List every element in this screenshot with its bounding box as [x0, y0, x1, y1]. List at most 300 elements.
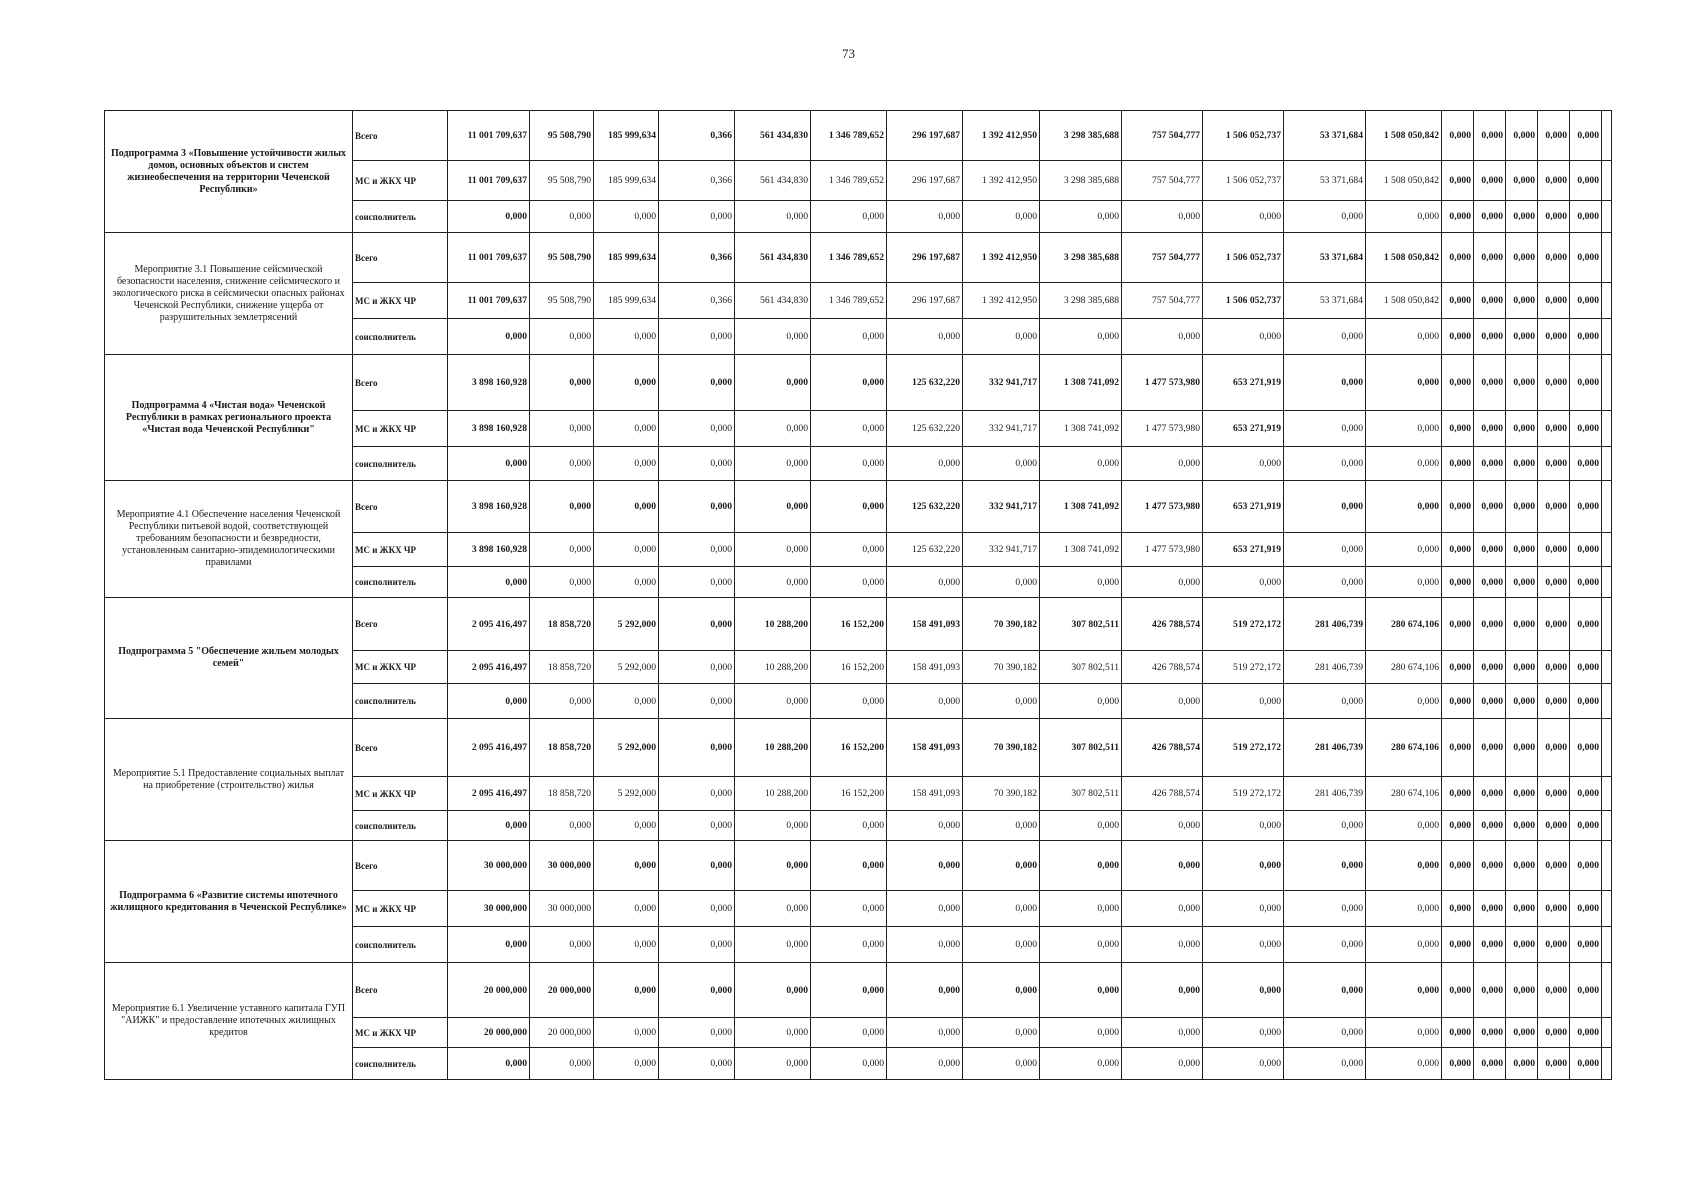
year-value-cell: 0,000	[1122, 963, 1203, 1018]
year-value-cell: 0,000	[1538, 201, 1570, 233]
year-value-cell: 757 504,777	[1122, 161, 1203, 201]
year-value-cell: 0,000	[1538, 319, 1570, 355]
year-value-cell: 0,000	[1284, 927, 1366, 963]
program-name-cell: Мероприятие 3.1 Повышение сейсмической безопасности населения, снижение сейсмического и экологического риска в сейсмически опасных районах Чеченской Республики, снижение ущерба от разрушительных землетрясений	[105, 233, 353, 355]
year-value-cell: 95 508,790	[530, 161, 594, 201]
year-value-cell: 0,000	[594, 481, 659, 533]
year-value-cell: 53 371,684	[1284, 111, 1366, 161]
year-value-cell: 426 788,574	[1122, 719, 1203, 777]
year-value-cell: 0,000	[1538, 355, 1570, 411]
executor-type-cell: соисполнитель	[353, 684, 448, 719]
year-value-cell: 0,000	[1570, 651, 1602, 684]
year-value-cell: 0,000	[887, 447, 963, 481]
year-value-cell: 1 346 789,652	[811, 161, 887, 201]
year-value-cell: 0,000	[1366, 567, 1442, 598]
year-value-cell: 5 292,000	[594, 777, 659, 811]
table-body	[105, 111, 1612, 1080]
year-value-cell: 0,000	[1506, 719, 1538, 777]
table-row	[105, 111, 1612, 161]
year-value-cell: 0,000	[1474, 319, 1506, 355]
year-value-cell: 125 632,220	[887, 533, 963, 567]
table-row	[105, 355, 1612, 411]
year-value-cell: 1 506 052,737	[1203, 161, 1284, 201]
year-value-cell: 0,000	[1203, 841, 1284, 891]
year-value-cell: 0,000	[1442, 811, 1474, 841]
program-name-cell: Подпрограмма 4 «Чистая вода» Чеченской Республики в рамках регионального проекта «Чистая вода Чеченской Республики"	[105, 355, 353, 481]
year-value-cell: 185 999,634	[594, 283, 659, 319]
year-value-cell: 0,000	[1203, 891, 1284, 927]
year-value-cell: 0,000	[1474, 233, 1506, 283]
year-value-cell: 1 346 789,652	[811, 283, 887, 319]
page-number: 73	[842, 46, 855, 61]
year-value-cell: 0,000	[594, 841, 659, 891]
year-value-cell: 0,000	[963, 841, 1040, 891]
total-cell: 3 898 160,928	[448, 355, 530, 411]
year-value-cell: 0,000	[1538, 411, 1570, 447]
year-value-cell: 0,000	[735, 411, 811, 447]
year-value-cell: 0,000	[594, 567, 659, 598]
year-value-cell: 0,000	[887, 891, 963, 927]
year-value-cell: 0,000	[1474, 719, 1506, 777]
year-value-cell: 0,000	[1570, 201, 1602, 233]
total-cell: 3 898 160,928	[448, 533, 530, 567]
year-value-cell: 0,000	[1506, 233, 1538, 283]
year-value-cell: 0,000	[1442, 233, 1474, 283]
year-value-cell: 5 292,000	[594, 719, 659, 777]
year-value-cell: 0,000	[1506, 481, 1538, 533]
year-value-cell: 0,000	[811, 891, 887, 927]
total-cell: 2 095 416,497	[448, 651, 530, 684]
year-value-cell: 0,000	[1570, 111, 1602, 161]
executor-type-cell: соисполнитель	[353, 201, 448, 233]
year-value-cell: 0,000	[659, 481, 735, 533]
year-value-cell: 0,000	[1570, 719, 1602, 777]
year-value-cell: 0,000	[1203, 447, 1284, 481]
year-value-cell: 332 941,717	[963, 481, 1040, 533]
year-value-cell: 0,000	[1040, 1048, 1122, 1080]
year-value-cell: 0,000	[1506, 111, 1538, 161]
year-value-cell: 0,000	[1442, 777, 1474, 811]
table-edge-cell	[1602, 891, 1612, 927]
year-value-cell: 0,000	[1203, 963, 1284, 1018]
year-value-cell: 0,000	[963, 891, 1040, 927]
year-value-cell: 0,000	[1474, 598, 1506, 651]
year-value-cell: 332 941,717	[963, 411, 1040, 447]
year-value-cell: 0,000	[1284, 447, 1366, 481]
year-value-cell: 0,000	[1538, 481, 1570, 533]
year-value-cell: 0,000	[1122, 567, 1203, 598]
year-value-cell: 0,000	[1442, 411, 1474, 447]
year-value-cell: 0,000	[659, 651, 735, 684]
year-value-cell: 0,000	[1506, 963, 1538, 1018]
year-value-cell: 0,000	[1538, 684, 1570, 719]
year-value-cell: 332 941,717	[963, 355, 1040, 411]
year-value-cell: 0,000	[1570, 841, 1602, 891]
year-value-cell: 0,000	[963, 447, 1040, 481]
year-value-cell: 0,000	[1506, 201, 1538, 233]
year-value-cell: 757 504,777	[1122, 283, 1203, 319]
year-value-cell: 10 288,200	[735, 651, 811, 684]
table-edge-cell	[1602, 233, 1612, 283]
year-value-cell: 0,000	[811, 567, 887, 598]
year-value-cell: 0,000	[1442, 567, 1474, 598]
year-value-cell: 0,000	[1474, 567, 1506, 598]
year-value-cell: 0,000	[659, 891, 735, 927]
year-value-cell: 0,000	[1040, 891, 1122, 927]
year-value-cell: 0,000	[963, 201, 1040, 233]
year-value-cell: 296 197,687	[887, 233, 963, 283]
year-value-cell: 30 000,000	[530, 891, 594, 927]
year-value-cell: 0,000	[1284, 567, 1366, 598]
year-value-cell: 0,000	[659, 201, 735, 233]
year-value-cell: 0,000	[1203, 927, 1284, 963]
year-value-cell: 0,000	[1474, 841, 1506, 891]
year-value-cell: 0,000	[1570, 283, 1602, 319]
year-value-cell: 0,000	[530, 1048, 594, 1080]
year-value-cell: 16 152,200	[811, 719, 887, 777]
year-value-cell: 281 406,739	[1284, 598, 1366, 651]
year-value-cell: 0,000	[735, 319, 811, 355]
year-value-cell: 0,000	[1506, 811, 1538, 841]
year-value-cell: 0,000	[659, 811, 735, 841]
year-value-cell: 10 288,200	[735, 719, 811, 777]
table-edge-cell	[1602, 319, 1612, 355]
year-value-cell: 0,000	[594, 319, 659, 355]
year-value-cell: 0,000	[1506, 684, 1538, 719]
year-value-cell: 53 371,684	[1284, 283, 1366, 319]
year-value-cell: 0,000	[1570, 411, 1602, 447]
year-value-cell: 0,000	[1442, 161, 1474, 201]
year-value-cell: 0,000	[1506, 319, 1538, 355]
executor-type-cell: МС и ЖКХ ЧР	[353, 411, 448, 447]
year-value-cell: 0,000	[659, 567, 735, 598]
year-value-cell: 1 506 052,737	[1203, 233, 1284, 283]
year-value-cell: 561 434,830	[735, 283, 811, 319]
year-value-cell: 0,000	[1538, 841, 1570, 891]
year-value-cell: 0,000	[1366, 1048, 1442, 1080]
year-value-cell: 0,000	[1366, 891, 1442, 927]
year-value-cell: 95 508,790	[530, 233, 594, 283]
year-value-cell: 0,000	[1570, 161, 1602, 201]
year-value-cell: 0,000	[735, 811, 811, 841]
year-value-cell: 519 272,172	[1203, 719, 1284, 777]
year-value-cell: 0,000	[1570, 811, 1602, 841]
year-value-cell: 3 298 385,688	[1040, 161, 1122, 201]
year-value-cell: 561 434,830	[735, 161, 811, 201]
year-value-cell: 281 406,739	[1284, 777, 1366, 811]
year-value-cell: 0,000	[811, 355, 887, 411]
total-cell: 20 000,000	[448, 963, 530, 1018]
total-cell: 2 095 416,497	[448, 777, 530, 811]
executor-type-cell: МС и ЖКХ ЧР	[353, 651, 448, 684]
total-cell: 20 000,000	[448, 1018, 530, 1048]
year-value-cell: 158 491,093	[887, 651, 963, 684]
year-value-cell: 0,000	[1442, 447, 1474, 481]
year-value-cell: 0,000	[887, 319, 963, 355]
year-value-cell: 1 308 741,092	[1040, 355, 1122, 411]
year-value-cell: 0,000	[1122, 201, 1203, 233]
year-value-cell: 757 504,777	[1122, 111, 1203, 161]
year-value-cell: 0,000	[1284, 684, 1366, 719]
total-cell: 11 001 709,637	[448, 111, 530, 161]
year-value-cell: 10 288,200	[735, 777, 811, 811]
year-value-cell: 0,000	[1442, 201, 1474, 233]
year-value-cell: 0,000	[594, 411, 659, 447]
program-name-cell: Подпрограмма 5 "Обеспечение жильем молодых семей"	[105, 598, 353, 719]
year-value-cell: 0,000	[811, 319, 887, 355]
year-value-cell: 0,000	[1570, 963, 1602, 1018]
year-value-cell: 1 477 573,980	[1122, 355, 1203, 411]
year-value-cell: 0,000	[1474, 651, 1506, 684]
year-value-cell: 1 477 573,980	[1122, 411, 1203, 447]
year-value-cell: 0,000	[735, 684, 811, 719]
year-value-cell: 0,000	[1474, 1018, 1506, 1048]
total-cell: 2 095 416,497	[448, 719, 530, 777]
year-value-cell: 0,000	[963, 1018, 1040, 1048]
year-value-cell: 0,000	[1442, 1018, 1474, 1048]
year-value-cell: 0,000	[1040, 201, 1122, 233]
executor-type-cell: соисполнитель	[353, 447, 448, 481]
year-value-cell: 53 371,684	[1284, 161, 1366, 201]
year-value-cell: 0,000	[659, 1048, 735, 1080]
year-value-cell: 0,000	[1474, 684, 1506, 719]
year-value-cell: 0,000	[1366, 684, 1442, 719]
year-value-cell: 0,000	[1570, 233, 1602, 283]
year-value-cell: 0,000	[811, 841, 887, 891]
year-value-cell: 18 858,720	[530, 719, 594, 777]
total-cell: 0,000	[448, 811, 530, 841]
year-value-cell: 0,000	[1474, 111, 1506, 161]
year-value-cell: 0,000	[530, 447, 594, 481]
year-value-cell: 0,000	[530, 481, 594, 533]
year-value-cell: 70 390,182	[963, 598, 1040, 651]
year-value-cell: 0,000	[659, 411, 735, 447]
year-value-cell: 0,000	[659, 319, 735, 355]
year-value-cell: 0,000	[1474, 891, 1506, 927]
year-value-cell: 3 298 385,688	[1040, 111, 1122, 161]
year-value-cell: 0,000	[1538, 963, 1570, 1018]
executor-type-cell: соисполнитель	[353, 319, 448, 355]
year-value-cell: 0,000	[1506, 1018, 1538, 1048]
year-value-cell: 0,000	[594, 355, 659, 411]
year-value-cell: 296 197,687	[887, 111, 963, 161]
year-value-cell: 0,000	[659, 927, 735, 963]
year-value-cell: 426 788,574	[1122, 651, 1203, 684]
executor-type-cell: соисполнитель	[353, 811, 448, 841]
year-value-cell: 0,000	[887, 684, 963, 719]
year-value-cell: 0,000	[1203, 684, 1284, 719]
year-value-cell: 0,000	[887, 927, 963, 963]
year-value-cell: 0,000	[1040, 963, 1122, 1018]
year-value-cell: 281 406,739	[1284, 651, 1366, 684]
year-value-cell: 0,000	[1040, 447, 1122, 481]
year-value-cell: 0,000	[1570, 533, 1602, 567]
year-value-cell: 95 508,790	[530, 111, 594, 161]
table-edge-cell	[1602, 411, 1612, 447]
year-value-cell: 0,000	[1122, 1048, 1203, 1080]
year-value-cell: 0,000	[659, 777, 735, 811]
year-value-cell: 0,000	[1442, 481, 1474, 533]
executor-type-cell: Всего	[353, 963, 448, 1018]
year-value-cell: 0,000	[1506, 533, 1538, 567]
year-value-cell: 0,000	[1442, 963, 1474, 1018]
executor-type-cell: Всего	[353, 233, 448, 283]
year-value-cell: 0,000	[1538, 927, 1570, 963]
year-value-cell: 0,000	[659, 598, 735, 651]
year-value-cell: 0,000	[594, 891, 659, 927]
budget-table	[104, 110, 1612, 1080]
year-value-cell: 0,000	[1538, 161, 1570, 201]
year-value-cell: 1 508 050,842	[1366, 161, 1442, 201]
year-value-cell: 0,000	[1284, 201, 1366, 233]
year-value-cell: 0,000	[1538, 283, 1570, 319]
year-value-cell: 0,000	[1203, 201, 1284, 233]
table-row	[105, 963, 1612, 1018]
year-value-cell: 0,000	[1284, 1048, 1366, 1080]
year-value-cell: 0,000	[1442, 111, 1474, 161]
year-value-cell: 0,000	[1122, 447, 1203, 481]
year-value-cell: 0,000	[530, 355, 594, 411]
total-cell: 30 000,000	[448, 841, 530, 891]
year-value-cell: 0,000	[1442, 719, 1474, 777]
year-value-cell: 0,000	[1284, 963, 1366, 1018]
year-value-cell: 0,000	[1506, 283, 1538, 319]
year-value-cell: 0,000	[1366, 841, 1442, 891]
year-value-cell: 0,000	[1284, 1018, 1366, 1048]
year-value-cell: 757 504,777	[1122, 233, 1203, 283]
year-value-cell: 0,000	[1570, 891, 1602, 927]
year-value-cell: 1 477 573,980	[1122, 533, 1203, 567]
year-value-cell: 0,000	[1474, 533, 1506, 567]
table-edge-cell	[1602, 841, 1612, 891]
year-value-cell: 0,000	[659, 684, 735, 719]
year-value-cell: 0,000	[887, 841, 963, 891]
table-edge-cell	[1602, 684, 1612, 719]
table-edge-cell	[1602, 927, 1612, 963]
year-value-cell: 0,000	[1474, 963, 1506, 1018]
year-value-cell: 0,000	[1538, 233, 1570, 283]
year-value-cell: 0,000	[1442, 927, 1474, 963]
year-value-cell: 3 298 385,688	[1040, 283, 1122, 319]
year-value-cell: 0,000	[963, 811, 1040, 841]
year-value-cell: 0,000	[1538, 447, 1570, 481]
year-value-cell: 185 999,634	[594, 111, 659, 161]
year-value-cell: 0,000	[1570, 1018, 1602, 1048]
executor-type-cell: соисполнитель	[353, 927, 448, 963]
year-value-cell: 158 491,093	[887, 777, 963, 811]
year-value-cell: 0,000	[1284, 841, 1366, 891]
total-cell: 0,000	[448, 447, 530, 481]
year-value-cell: 0,000	[1474, 283, 1506, 319]
year-value-cell: 1 346 789,652	[811, 233, 887, 283]
year-value-cell: 1 506 052,737	[1203, 283, 1284, 319]
year-value-cell: 0,000	[963, 319, 1040, 355]
table-edge-cell	[1602, 447, 1612, 481]
year-value-cell: 0,000	[1474, 481, 1506, 533]
year-value-cell: 0,000	[530, 411, 594, 447]
year-value-cell: 0,000	[1284, 411, 1366, 447]
year-value-cell: 0,000	[735, 201, 811, 233]
table-edge-cell	[1602, 201, 1612, 233]
year-value-cell: 1 392 412,950	[963, 283, 1040, 319]
year-value-cell: 16 152,200	[811, 777, 887, 811]
year-value-cell: 332 941,717	[963, 533, 1040, 567]
year-value-cell: 519 272,172	[1203, 598, 1284, 651]
year-value-cell: 70 390,182	[963, 651, 1040, 684]
year-value-cell: 0,000	[659, 533, 735, 567]
table-edge-cell	[1602, 161, 1612, 201]
table-edge-cell	[1602, 533, 1612, 567]
year-value-cell: 0,000	[530, 533, 594, 567]
year-value-cell: 0,000	[659, 355, 735, 411]
year-value-cell: 280 674,106	[1366, 719, 1442, 777]
year-value-cell: 0,000	[887, 963, 963, 1018]
year-value-cell: 0,000	[1442, 319, 1474, 355]
year-value-cell: 0,000	[1474, 1048, 1506, 1080]
total-cell: 11 001 709,637	[448, 283, 530, 319]
year-value-cell: 0,000	[1506, 598, 1538, 651]
year-value-cell: 307 802,511	[1040, 598, 1122, 651]
total-cell: 0,000	[448, 567, 530, 598]
year-value-cell: 0,000	[1570, 927, 1602, 963]
year-value-cell: 0,000	[1284, 891, 1366, 927]
year-value-cell: 426 788,574	[1122, 777, 1203, 811]
year-value-cell: 0,000	[594, 533, 659, 567]
year-value-cell: 0,000	[1570, 481, 1602, 533]
program-name-cell: Мероприятие 5.1 Предоставление социальных выплат на приобретение (строительство) жилья	[105, 719, 353, 841]
year-value-cell: 0,366	[659, 233, 735, 283]
year-value-cell: 0,000	[1040, 567, 1122, 598]
year-value-cell: 1 477 573,980	[1122, 481, 1203, 533]
year-value-cell: 0,000	[1570, 447, 1602, 481]
total-cell: 0,000	[448, 319, 530, 355]
table-edge-cell	[1602, 811, 1612, 841]
table-edge-cell	[1602, 111, 1612, 161]
year-value-cell: 0,000	[1474, 201, 1506, 233]
executor-type-cell: МС и ЖКХ ЧР	[353, 777, 448, 811]
year-value-cell: 0,000	[735, 891, 811, 927]
year-value-cell: 0,000	[1040, 811, 1122, 841]
year-value-cell: 0,000	[1474, 355, 1506, 411]
year-value-cell: 0,000	[659, 447, 735, 481]
year-value-cell: 0,000	[1366, 481, 1442, 533]
year-value-cell: 0,000	[963, 567, 1040, 598]
year-value-cell: 0,366	[659, 161, 735, 201]
year-value-cell: 158 491,093	[887, 719, 963, 777]
year-value-cell: 0,000	[1538, 1048, 1570, 1080]
year-value-cell: 185 999,634	[594, 233, 659, 283]
table-row	[105, 481, 1612, 533]
year-value-cell: 0,000	[1122, 841, 1203, 891]
year-value-cell: 0,000	[1538, 811, 1570, 841]
year-value-cell: 0,000	[1366, 963, 1442, 1018]
year-value-cell: 5 292,000	[594, 598, 659, 651]
year-value-cell: 653 271,919	[1203, 533, 1284, 567]
year-value-cell: 0,000	[963, 927, 1040, 963]
year-value-cell: 0,000	[1506, 355, 1538, 411]
year-value-cell: 0,000	[1203, 811, 1284, 841]
year-value-cell: 0,000	[1366, 447, 1442, 481]
executor-type-cell: МС и ЖКХ ЧР	[353, 283, 448, 319]
year-value-cell: 0,000	[594, 811, 659, 841]
year-value-cell: 1 508 050,842	[1366, 111, 1442, 161]
year-value-cell: 0,000	[594, 927, 659, 963]
year-value-cell: 0,000	[1122, 927, 1203, 963]
year-value-cell: 0,000	[530, 927, 594, 963]
year-value-cell: 125 632,220	[887, 411, 963, 447]
year-value-cell: 0,000	[1122, 1018, 1203, 1048]
year-value-cell: 0,000	[1442, 283, 1474, 319]
